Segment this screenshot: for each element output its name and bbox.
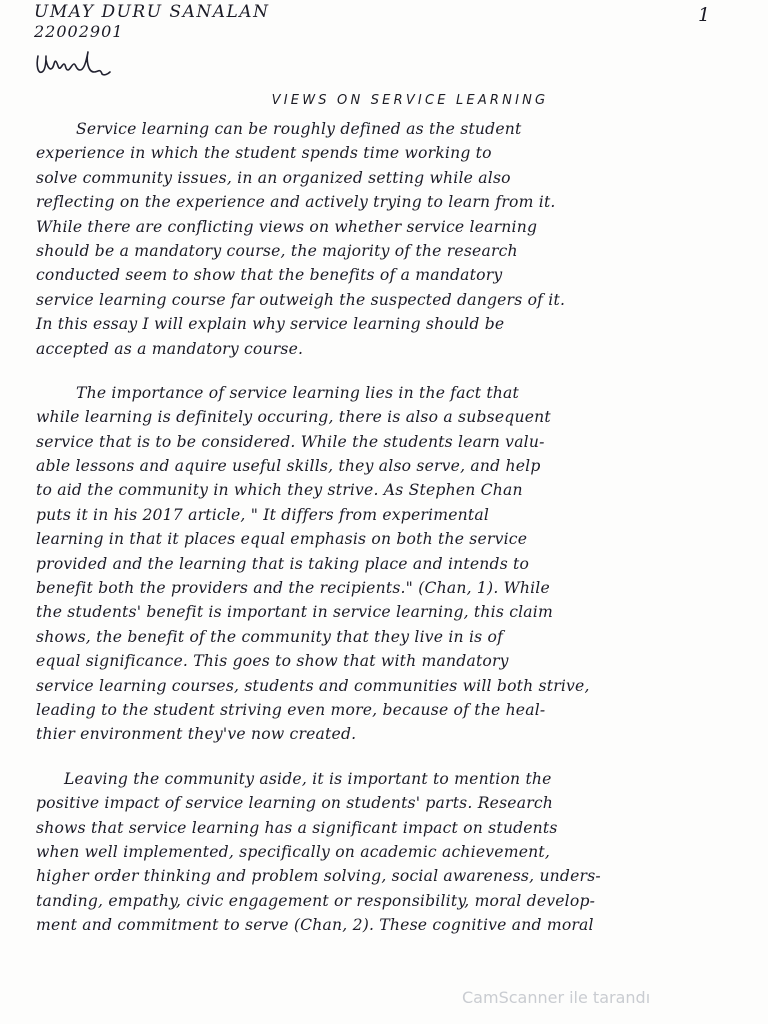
text-line: conducted seem to show that the benefits of a mandatory bbox=[36, 266, 503, 285]
text-line: should be a mandatory course, the majority of the research bbox=[36, 241, 518, 260]
text-line: while learning is definitely occuring, there is also a subsequent bbox=[36, 408, 551, 427]
scanner-watermark: CamScanner ile tarandı bbox=[462, 988, 651, 1007]
text-line: The importance of service learning lies in the fact that bbox=[76, 383, 519, 402]
text-line: ment and commitment to serve (Chan, 2). These cognitive and moral bbox=[36, 916, 594, 935]
page-number: 1 bbox=[698, 4, 711, 26]
text-line: able lessons and aquire useful skills, they also serve, and help bbox=[36, 457, 541, 476]
text-line: experience in which the student spends time working to bbox=[36, 144, 492, 163]
paragraph-2 bbox=[36, 381, 740, 747]
text-line: the students' benefit is important in service learning, this claim bbox=[36, 603, 553, 622]
paragraph-1 bbox=[36, 117, 740, 361]
text-line: tanding, empathy, civic engagement or responsibility, moral develop- bbox=[36, 891, 596, 910]
text-line: solve community issues, in an organized setting while also bbox=[36, 168, 511, 187]
text-line: accepted as a mandatory course. bbox=[36, 339, 304, 358]
text-line: benefit both the providers and the recipients." (Chan, 1). While bbox=[36, 579, 550, 598]
text-line: Leaving the community aside, it is important to mention the bbox=[64, 769, 552, 788]
text-line: learning in that it places equal emphasis on both the service bbox=[36, 530, 528, 549]
text-line: puts it in his 2017 article, " It differs from experimental bbox=[36, 505, 490, 524]
text-line: equal significance. This goes to show that with mandatory bbox=[36, 652, 509, 671]
text-line: when well implemented, specifically on academic achievement, bbox=[36, 842, 551, 861]
paragraph-3 bbox=[36, 767, 740, 938]
text-line: to aid the community in which they strive. As Stephen Chan bbox=[36, 481, 523, 500]
text-line: shows that service learning has a significant impact on students bbox=[36, 818, 558, 837]
essay-title: VIEWS ON SERVICE LEARNING bbox=[271, 93, 549, 108]
text-line: provided and the learning that is taking place and intends to bbox=[36, 554, 530, 573]
essay-body bbox=[36, 117, 740, 938]
text-line: higher order thinking and problem solving, social awareness, unders- bbox=[36, 867, 601, 886]
text-line: While there are conflicting views on whether service learning bbox=[36, 217, 538, 236]
text-line: shows, the benefit of the community that they live in is of bbox=[36, 627, 504, 646]
text-line: positive impact of service learning on students' parts. Research bbox=[36, 794, 554, 813]
text-line: thier environment they've now created. bbox=[36, 725, 357, 744]
text-line: service learning course far outweigh the suspected dangers of it. bbox=[36, 290, 566, 309]
student-id: 22002901 bbox=[34, 22, 124, 41]
text-line: leading to the student striving even more, because of the heal- bbox=[36, 700, 546, 719]
signature bbox=[32, 46, 122, 80]
text-line: In this essay I will explain why service learning should be bbox=[36, 315, 505, 334]
text-line: service learning courses, students and communities will both strive, bbox=[36, 676, 590, 695]
text-line: reflecting on the experience and actively trying to learn from it. bbox=[36, 193, 556, 212]
text-line: Service learning can be roughly defined as the student bbox=[76, 120, 522, 138]
student-name: UMAY DURU SANALAN bbox=[34, 2, 270, 22]
text-line: service that is to be considered. While the students learn valu- bbox=[36, 432, 545, 451]
